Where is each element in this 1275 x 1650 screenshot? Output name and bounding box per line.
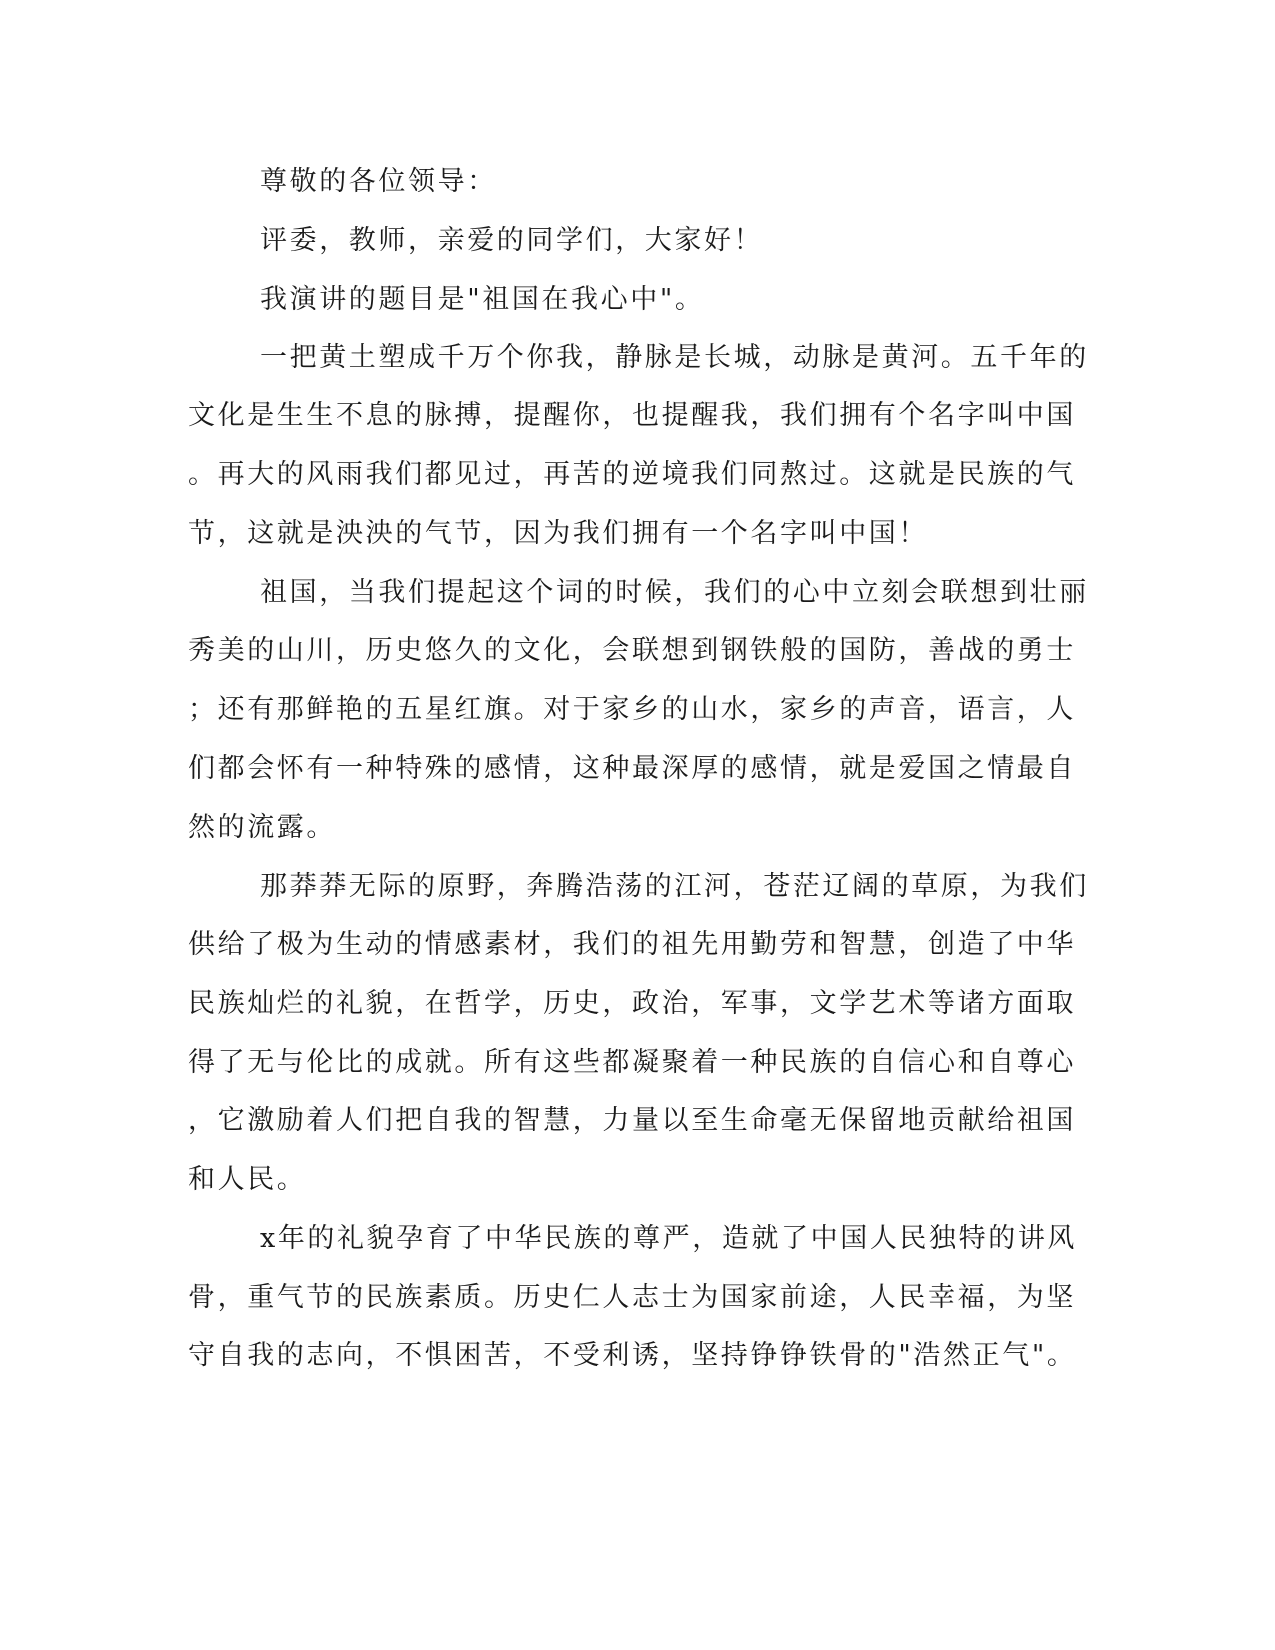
- speech-title-line: 我演讲的题目是"祖国在我心中"。: [260, 284, 705, 315]
- paragraph-line: 祖国，当我们提起这个词的时候，我们的心中立刻会联想到壮丽: [260, 577, 1089, 608]
- paragraph-line: 一把黄土塑成千万个你我，静脉是长城，动脉是黄河。五千年的: [260, 342, 1089, 373]
- paragraph-line: 节，这就是泱泱的气节，因为我们拥有一个名字叫中国！: [188, 518, 928, 549]
- salutation-line: 尊敬的各位领导：: [260, 166, 497, 197]
- paragraph-line: 那莽莽无际的原野，奔腾浩荡的江河，苍茫辽阔的草原，为我们: [260, 871, 1089, 902]
- paragraph-line: 得了无与伦比的成就。所有这些都凝聚着一种民族的自信心和自尊心: [188, 1047, 1076, 1078]
- paragraph-line: 们都会怀有一种特殊的感情，这种最深厚的感情，就是爱国之情最自: [188, 753, 1076, 784]
- paragraph-line: 骨，重气节的民族素质。历史仁人志士为国家前途，人民幸福，为坚: [188, 1282, 1076, 1313]
- paragraph-line: 民族灿烂的礼貌，在哲学，历史，政治，军事，文学艺术等诸方面取: [188, 988, 1076, 1019]
- paragraph-line: 和人民。: [188, 1164, 307, 1195]
- paragraph-line: ，它激励着人们把自我的智慧，力量以至生命毫无保留地贡献给祖国: [188, 1105, 1076, 1136]
- paragraph-line: x年的礼貌孕育了中华民族的尊严，造就了中国人民独特的讲风: [260, 1223, 1078, 1254]
- paragraph-line: 文化是生生不息的脉搏，提醒你，也提醒我，我们拥有个名字叫中国: [188, 400, 1076, 431]
- paragraph-line: 供给了极为生动的情感素材，我们的祖先用勤劳和智慧，创造了中华: [188, 929, 1076, 960]
- paragraph-line: 。再大的风雨我们都见过，再苦的逆境我们同熬过。这就是民族的气: [188, 459, 1076, 490]
- paragraph-line: 秀美的山川，历史悠久的文化，会联想到钢铁般的国防，善战的勇士: [188, 635, 1076, 666]
- paragraph-line: 然的流露。: [188, 812, 336, 843]
- paragraph-line: 守自我的志向，不惧困苦，不受利诱，坚持铮铮铁骨的"浩然正气"。: [188, 1340, 1077, 1371]
- greeting-line: 评委，教师，亲爱的同学们，大家好！: [260, 225, 764, 256]
- paragraph-line: ；还有那鲜艳的五星红旗。对于家乡的山水，家乡的声音，语言，人: [188, 694, 1076, 725]
